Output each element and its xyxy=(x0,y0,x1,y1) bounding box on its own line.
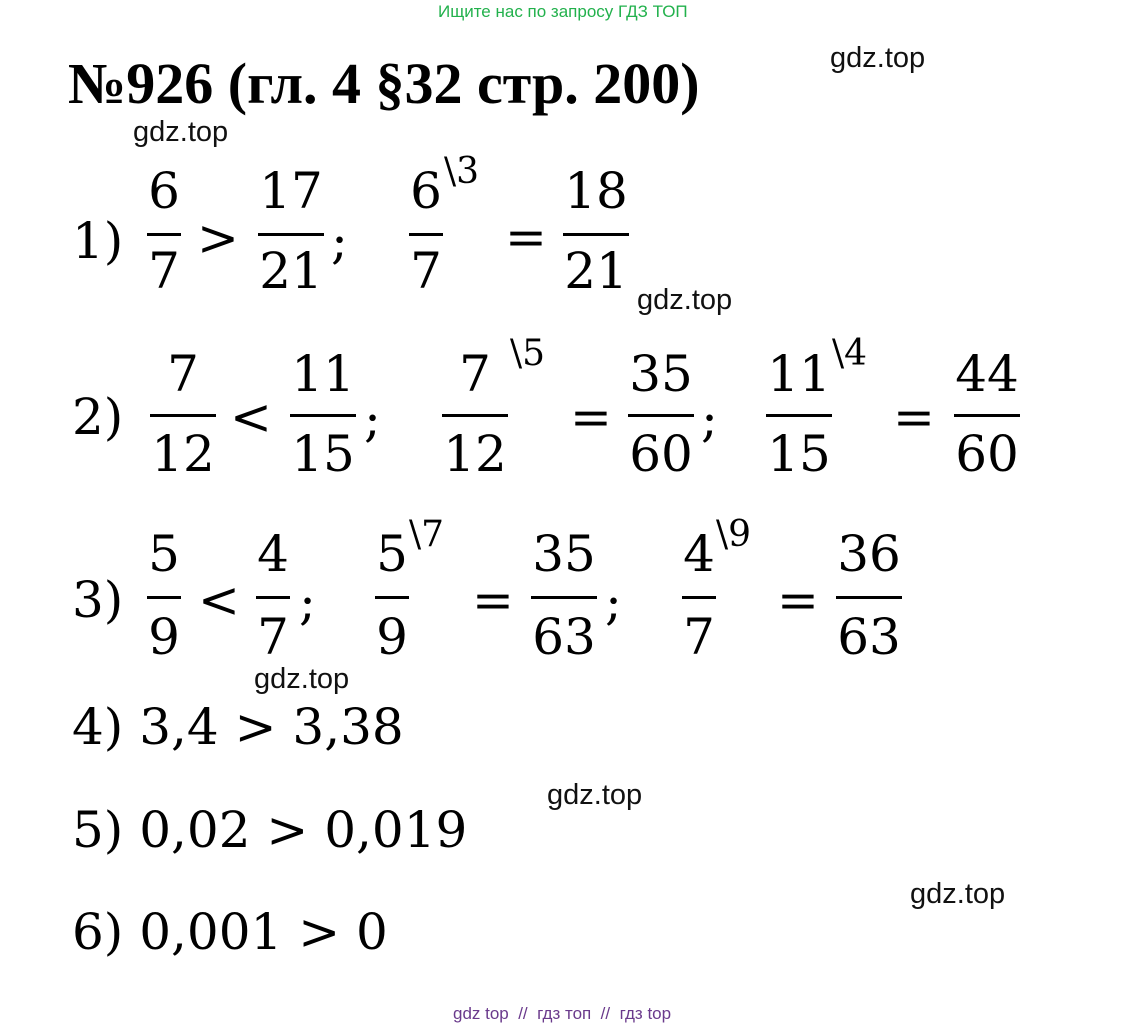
fraction-numerator: 35 xyxy=(629,345,693,403)
fraction-denominator: 12 xyxy=(151,425,215,483)
fraction-denominator: 7 xyxy=(148,242,180,300)
fraction-bar xyxy=(563,233,629,236)
fraction-bar xyxy=(409,233,443,236)
fraction-bar xyxy=(256,596,290,599)
fraction-numerator: 36 xyxy=(837,525,901,583)
equals-sign: = xyxy=(777,571,819,629)
watermark: gdz.top xyxy=(910,878,1006,910)
fraction-numerator: 7 xyxy=(459,345,491,403)
fraction-numerator: 6 xyxy=(148,162,180,220)
problem-4: 4) 3,4 > 3,38 xyxy=(72,698,404,756)
multiplier-superscript: \3 xyxy=(444,151,480,192)
footer-watermark: gdz top // гдз топ // гдз top xyxy=(453,1004,672,1023)
page-title: №926 (гл. 4 §32 стр. 200) xyxy=(68,51,700,116)
multiplier-superscript: \5 xyxy=(510,333,546,374)
watermark: gdz.top xyxy=(133,116,229,148)
watermark: gdz.top xyxy=(254,663,350,695)
watermark: gdz.top xyxy=(830,42,926,74)
fraction-numerator: 4 xyxy=(257,525,289,583)
fraction-denominator: 12 xyxy=(443,425,507,483)
fraction-denominator: 7 xyxy=(683,608,715,666)
fraction-bar xyxy=(954,414,1020,417)
separator: ; xyxy=(701,390,718,448)
fraction-denominator: 21 xyxy=(259,242,323,300)
fraction-denominator: 7 xyxy=(257,608,289,666)
fraction-bar xyxy=(290,414,356,417)
fraction-numerator: 11 xyxy=(291,345,355,403)
fraction-numerator: 4 xyxy=(683,525,715,583)
comparison-sign: < xyxy=(198,571,240,629)
fraction-denominator: 15 xyxy=(767,425,831,483)
fraction-bar xyxy=(147,596,181,599)
fraction-numerator: 11 xyxy=(767,345,831,403)
separator: ; xyxy=(331,212,348,270)
problem-label: 3) xyxy=(72,571,124,629)
fraction-bar xyxy=(836,596,902,599)
fraction-bar xyxy=(628,414,694,417)
fraction-denominator: 9 xyxy=(148,608,180,666)
multiplier-superscript: \7 xyxy=(409,514,445,555)
fraction-numerator: 7 xyxy=(167,345,199,403)
fraction-bar xyxy=(682,596,716,599)
multiplier-superscript: \4 xyxy=(832,333,868,374)
separator: ; xyxy=(299,573,316,631)
fraction-denominator: 9 xyxy=(376,608,408,666)
fraction-numerator: 18 xyxy=(564,162,628,220)
fraction-numerator: 44 xyxy=(955,345,1019,403)
watermark: gdz.top xyxy=(637,284,733,316)
fraction-denominator: 21 xyxy=(564,242,628,300)
fraction-denominator: 15 xyxy=(291,425,355,483)
fraction-bar xyxy=(531,596,597,599)
fraction-numerator: 5 xyxy=(376,525,408,583)
separator: ; xyxy=(605,573,622,631)
problem-6: 6) 0,001 > 0 xyxy=(72,903,388,961)
fraction-denominator: 60 xyxy=(955,425,1019,483)
separator: ; xyxy=(364,390,381,448)
fraction-numerator: 5 xyxy=(148,525,180,583)
watermark: gdz.top xyxy=(547,779,643,811)
equals-sign: = xyxy=(570,388,612,446)
equals-sign: = xyxy=(472,571,514,629)
fraction-numerator: 6 xyxy=(410,162,442,220)
problem-label: 2) xyxy=(72,388,124,446)
search-hint: Ищите нас по запросу ГДЗ ТОП xyxy=(438,2,688,21)
fraction-bar xyxy=(442,414,508,417)
fraction-bar xyxy=(150,414,216,417)
fraction-denominator: 63 xyxy=(532,608,596,666)
comparison-sign: < xyxy=(230,388,272,446)
equals-sign: = xyxy=(893,388,935,446)
fraction-numerator: 17 xyxy=(259,162,323,220)
fraction-denominator: 63 xyxy=(837,608,901,666)
fraction-denominator: 60 xyxy=(629,425,693,483)
fraction-bar xyxy=(147,233,181,236)
fraction-bar xyxy=(375,596,409,599)
fraction-numerator: 35 xyxy=(532,525,596,583)
equals-sign: = xyxy=(505,208,547,266)
comparison-sign: > xyxy=(197,209,239,267)
fraction-bar xyxy=(258,233,324,236)
problem-5: 5) 0,02 > 0,019 xyxy=(72,801,468,859)
fraction-denominator: 7 xyxy=(410,242,442,300)
multiplier-superscript: \9 xyxy=(716,514,752,555)
fraction-bar xyxy=(766,414,832,417)
problem-label: 1) xyxy=(72,212,124,270)
